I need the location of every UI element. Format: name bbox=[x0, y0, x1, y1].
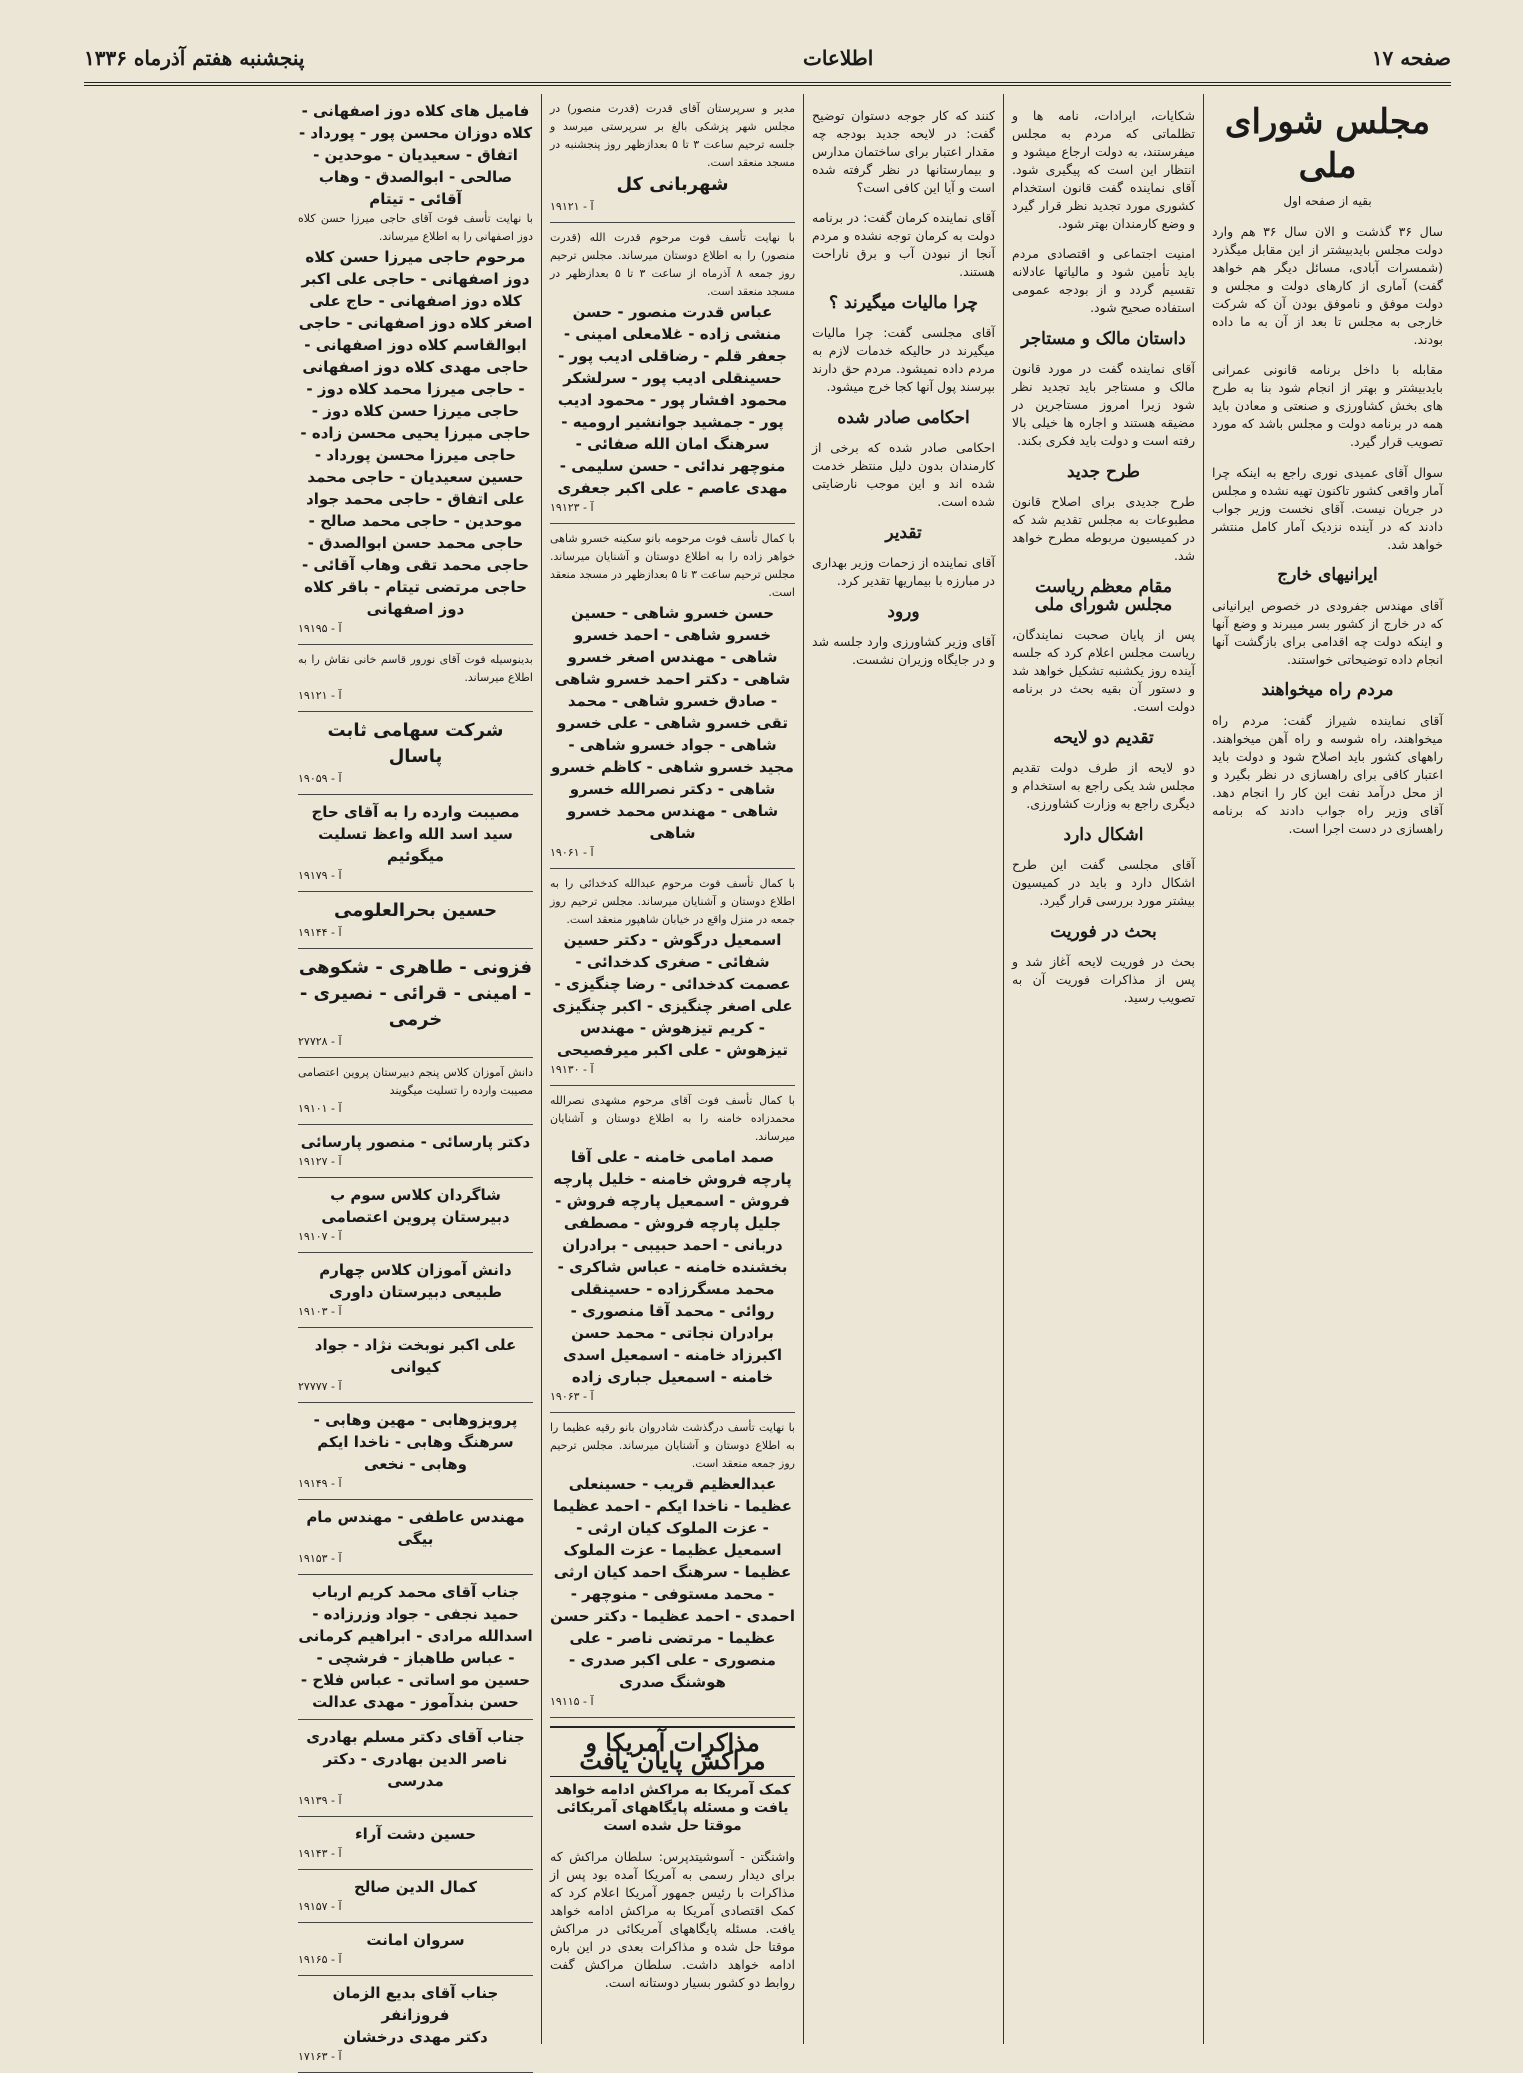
ad-code: آ - ۲۷۷۷۷ bbox=[298, 1380, 342, 1393]
ad-code: آ - ۱۹۱۲۳ bbox=[550, 501, 594, 514]
ad-code: آ - ۱۹۱۳۹ bbox=[298, 1794, 342, 1807]
notice-block bbox=[298, 1328, 533, 1403]
subheading: بحث در فوریت bbox=[1050, 921, 1157, 942]
ad-code: آ - ۱۹۱۰۱ bbox=[298, 1102, 342, 1115]
subhead-continued: بقیه از صفحه اول bbox=[1283, 194, 1372, 208]
notice-names: اسمعیل درگوش - دکتر حسین شفائی - صغری کدخدائی - عصمت کدخدائی - رضا چنگیزی - علی اصغر چنگیزی - اکبر چنگیزی - کریم تیزهوش - مهندس تیزهوش - علی اکبر میرفصیحی bbox=[552, 931, 793, 1059]
article-paragraph: سوال آقای عمیدی نوری راجع به اینکه چرا آمار واقعی کشور تاکنون تهیه نشده و مجلس در جریان نیست. آقای نخست وزیر جواب دادند که در آینده نزدیک آمار کامل منتشر خواهد شد. bbox=[1212, 464, 1443, 552]
subheading: ایرانیهای خارج bbox=[1277, 565, 1378, 585]
article-paragraph: امنیت اجتماعی و اقتصادی مردم باید تأمین شود و مالیاتها عادلانه تقسیم گردد و از بودجه عمومی استفاده صحیح شود. bbox=[1012, 246, 1195, 315]
notice-text: با نهایت تأسف درگذشت شادروان بانو رقیه عظیما را به اطلاع دوستان و آشنایان میرساند. مجلس ترحیم روز جمعه منعقد است. bbox=[550, 1421, 795, 1470]
article-paragraph: بحث در فوریت لایحه آغاز شد و پس از مذاکرات فوریت آن به تصویب رسید. bbox=[1012, 954, 1195, 1005]
notice-names: صمد امامی خامنه - علی آقا پارچه فروش خامنه - خلیل پارچه فروش - اسمعیل پارچه فروش - جلیل پارچه فروش - مصطفی دربانی - احمد حبیبی - برادران بخشنده خامنه - عباس شاکری - محمد مسگرزاده - حسینقلی روائی - محمد آقا منصوری - برادران نجاتی - محمد حسن اکبرزاد خامنه - اسمعیل اسدی خامنه - اسمعیل جباری زاده bbox=[553, 1148, 792, 1386]
ad-code: آ - ۱۹۱۰۷ bbox=[298, 1230, 342, 1243]
ad-code: آ - ۱۹۰۶۳ bbox=[550, 1390, 594, 1403]
notice-text: با کمال تأسف فوت مرحومه بانو سکینه خسرو شاهی خواهر زاده را به اطلاع دوستان و آشنایان میرساند. مجلس ترحیم ساعت ۳ تا ۵ بعدازظهر در مسجد منعقد است. bbox=[550, 532, 796, 599]
ad-code: آ - ۱۹۱۴۳ bbox=[298, 1847, 342, 1860]
article-paragraph: آقای وزیر کشاورزی وارد جلسه شد و در جایگاه وزیران نشست. bbox=[812, 634, 995, 667]
subheading: طرح جدید bbox=[1067, 461, 1140, 482]
subheading: چرا مالیات میگیرند ؟ bbox=[829, 292, 978, 313]
notice-title: دانش آموزان کلاس چهارم طبیعی دبیرستان داوری bbox=[319, 1261, 512, 1301]
notice-title: کمال الدین صالح bbox=[353, 1878, 477, 1896]
notice-text: با کمال تأسف فوت مرحوم عبدالله کدخدائی را به اطلاع دوستان و آشنایان میرساند. مجلس ترحیم روز جمعه در منزل واقع در خیابان شاهپور منعقد است. bbox=[550, 877, 795, 926]
notice-block bbox=[298, 1575, 533, 1720]
notice-block bbox=[298, 1178, 533, 1253]
notice-text: با نهایت تأسف فوت آقای حاجی میرزا حسن کلاه دوز اصفهانی را به اطلاع میرساند. bbox=[298, 212, 533, 243]
column-parliament bbox=[1203, 94, 1451, 2044]
masthead bbox=[84, 40, 1451, 86]
ad-code: آ - ۱۹۱۳۰ bbox=[550, 1063, 594, 1076]
subheading: تقدیم دو لایحه bbox=[1053, 727, 1154, 748]
ad-code: آ - ۱۹۱۴۴ bbox=[298, 926, 342, 939]
notice-title: دکتر پارسائی - منصور پارسائی bbox=[300, 1133, 531, 1151]
notice-block bbox=[298, 1403, 533, 1500]
article-paragraph: آقای نماینده کرمان گفت: در برنامه دولت به کرمان توجه نشده و مردم آنجا از نبودن آب و برق ناراحت هستند. bbox=[812, 210, 995, 279]
subheading: تقدیر bbox=[885, 522, 922, 543]
notice-text: مدیر و سرپرستان آقای قدرت (قدرت منصور) در مجلس شهر پزشکی بالغ بر سرپرستی میرسد و جلسه ترحیم ساعت ۳ تا ۵ بعدازظهر روز پنجشنبه در مسجد منعقد است. bbox=[550, 102, 795, 169]
subheading: اشکال دارد bbox=[1063, 824, 1144, 845]
notice-title: حسین بحرالعلومی bbox=[333, 900, 498, 921]
ad-code: آ - ۱۹۱۹۵ bbox=[298, 622, 342, 635]
notice-block bbox=[298, 949, 533, 1058]
notice-title: شرکت سهامی ثابت پاسال bbox=[327, 720, 504, 767]
ad-code: آ - ۱۹۱۲۷ bbox=[298, 1155, 342, 1168]
notice-title: جناب آقای محمد کریم ارباب bbox=[311, 1583, 520, 1601]
notice-title: حسین دشت آراء bbox=[354, 1825, 477, 1843]
notice-names: حمید نجفی - جواد وزرزاده - اسدالله مرادی - ابراهیم کرمانی - عباس طاهباز - فرشچی - حسین مو اساتی - عباس فلاح - حسن بندآموز - مهدی عدالت bbox=[298, 1605, 533, 1711]
ad-code: آ - ۱۹۱۵۳ bbox=[298, 1552, 342, 1565]
notice-text: با نهایت تأسف فوت مرحوم قدرت الله (قدرت منصور) را به اطلاع دوستان میرساند. مجلس ترحیم روز جمعه ۸ آذرماه از ساعت ۳ تا ۵ بعدازظهر در مسجد منعقد است. bbox=[550, 231, 796, 298]
notice-text: بدینوسیله فوت آقای نورور قاسم خانی نقاش را به اطلاع میرساند. bbox=[298, 653, 533, 684]
notice-block bbox=[298, 1058, 533, 1125]
article-paragraph: آقای نماینده گفت در مورد قانون مالک و مستاجر باید تجدید نظر شود زیرا امروز مستاجرین در مضیقه هستند و اجاره ها خیلی بالا رفته است و دولت باید فکری بکند. bbox=[1012, 361, 1195, 448]
ad-code: آ - ۱۹۱۴۹ bbox=[298, 1477, 342, 1490]
ad-code: آ - ۱۹۱۲۱ bbox=[298, 689, 342, 702]
notice-names: پرویزوهابی - مهین وهابی - سرهنگ وهابی - ناخدا ایکم وهابی - نخعی bbox=[313, 1411, 518, 1473]
news-body: واشنگتن - آسوشیتدپرس: سلطان مراکش که برای دیدار رسمی به آمریکا آمده بود پس از مذاکرات با رئیس جمهور آمریکا اعلام کرد که کمک اقتصادی آمریکا به مراکش ادامه خواهد یافت. مسئله پایگاههای آمریکائی در مراکش موقتا حل شده و مذاکرات بعدی در این باره ادامه خواهد داشت. سلطان مراکش گفت روابط دو کشور بسیار دوستانه است. bbox=[550, 1848, 795, 1990]
notice-names: ناصر الدین بهادری - دکتر مدرسی bbox=[323, 1750, 508, 1790]
issue-date: پنجشنبه هفتم آذرماه ۱۳۳۶ bbox=[84, 46, 305, 70]
notice-title: شهربانی کل bbox=[616, 174, 729, 195]
notice-text: با کمال تأسف فوت آقای مرحوم مشهدی نصرالله محمدزاده خامنه را به اطلاع دوستان و آشنایان میرساند. bbox=[550, 1094, 795, 1143]
paper-name: اطلاعات bbox=[802, 46, 874, 70]
ad-code: آ - ۱۹۱۶۵ bbox=[298, 1953, 342, 1966]
column-parliament-cont bbox=[1003, 94, 1203, 2044]
notice-block bbox=[298, 712, 533, 795]
column-parliament-cont2 bbox=[803, 94, 1003, 2044]
subheading: داستان مالک و مستاجر bbox=[1021, 328, 1186, 349]
notice-title: علی اکبر نوبخت نژاد - جواد کیوانی bbox=[314, 1336, 517, 1376]
headline-parliament: مجلس شورای ملی bbox=[1224, 102, 1431, 186]
notice-names: عباس قدرت منصور - حسن منشی زاده - غلامعلی امینی - جعفر قلم - رضاقلی ادیب پور - حسینقلی ادیب پور - سرلشکر محمود افشار پور - محمود ادیب پور - جمشید جوانشیر ارومیه - سرهنگ امان الله صفائی - منوچهر ندائی - حسن سلیمی - مهدی عاصم - علی اکبر جعفری bbox=[557, 303, 788, 497]
article-paragraph: آقای مجلسی گفت: چرا مالیات میگیرند در حالیکه خدمات لازم به مردم داده نمیشود. مردم حق دارند بپرسند پول آنها کجا خرج میشود. bbox=[812, 325, 995, 394]
article-paragraph: آقای نماینده از زحمات وزیر بهداری در مبارزه با بیماریها تقدیر کرد. bbox=[812, 555, 995, 588]
article-paragraph: احکامی صادر شده که برخی از کارمندان بدون دلیل منتظر خدمت شده اند و این موجب نارضایتی شده است. bbox=[812, 440, 995, 509]
notice-block bbox=[550, 223, 795, 524]
column-condolences bbox=[290, 94, 541, 2063]
article-paragraph: کنند که کار جوجه دستوان توضیح گفت: در لایحه جدید بودجه چه مقدار اعتبار برای ساختمان مدارس و بیمارستانها در نظر گرفته شده است و آیا این کافی است؟ bbox=[812, 107, 995, 195]
news-headline: مذاکرات آمریکا و مراکش پایان یافت bbox=[550, 1726, 795, 1777]
notice-title: جناب آقای بدیع الزمان فروزانفر bbox=[332, 1984, 499, 2024]
notice-block bbox=[298, 1500, 533, 1575]
notice-block bbox=[298, 1253, 533, 1328]
notice-names: عبدالعظیم قریب - حسینعلی عظیما - ناخدا ایکم - احمد عظیما - عزت الملوک کیان ارثی - اسمعیل عظیما - عزت الملوک عظیما - سرهنگ احمد کیان ارثی - محمد مستوفی - منوچهر - احمدی - احمد عظیما - دکتر حسن عظیما - مرتضی ناصر - علی منصوری - علی اکبر صدری - هوشنگ صدری bbox=[550, 1475, 795, 1691]
column-notices bbox=[541, 94, 803, 2044]
page-number: صفحه ۱۷ bbox=[1371, 46, 1451, 70]
article-paragraph: طرح جدیدی برای اصلاح قانون مطبوعات به مجلس تقدیم شد که در کمیسیون مربوطه مطرح خواهد شد. bbox=[1012, 494, 1195, 563]
notice-block bbox=[298, 1870, 533, 1923]
notice-block bbox=[298, 1923, 533, 1976]
notice-names: حسن خسرو شاهی - حسین خسرو شاهی - احمد خسرو شاهی - مهندس اصغر خسرو شاهی - دکتر احمد خسرو شاهی - صادق خسرو شاهی - محمد تقی خسرو شاهی - علی خسرو شاهی - جواد خسرو شاهی - مجید خسرو شاهی - کاظم خسرو شاهی - دکتر نصرالله خسرو شاهی - مهندس محمد خسرو شاهی bbox=[551, 604, 794, 842]
article-paragraph: آقای مجلسی گفت این طرح اشکال دارد و باید در کمیسیون بیشتر مورد بررسی قرار گیرد. bbox=[1012, 857, 1195, 908]
notice-names: مرحوم حاجی میرزا حسن کلاه دوز اصفهانی - حاجی علی اکبر کلاه دوز اصفهانی - حاج علی اصغر کلاه دوز اصفهانی - حاجی ابوالقاسم کلاه دوز اصفهانی - حاجی مهدی کلاه دوز اصفهانی - حاجی میرزا محمد کلاه دوز - حاجی میرزا حسن کلاه دوز - حاجی میرزا یحیی محسن زاده - حاجی میرزا محسن پورداد - حسین سعیدیان - حاجی محمد علی اتفاق - حاجی محمد جواد موحدین - حاجی محمد صالح - حاجی محمد حسن ابوالصدق - حاجی محمد تقی وهاب آقائی - حاجی مرتضی تیتام - باقر کلاه دوز اصفهانی bbox=[298, 248, 533, 618]
notice-block bbox=[550, 1413, 795, 1718]
article-paragraph: مقابله با داخل برنامه قانونی عمرانی بایدبیشتر و بهتر از انجام شود بنا به طرح های بخش کشاورزی و صنعتی و معادن باید همه در برنامه دولت و مجلس باشد که مورد تصویب قرار گیرد. bbox=[1212, 362, 1443, 449]
columns bbox=[84, 94, 1451, 2063]
notice-block bbox=[550, 869, 795, 1086]
subheading: مردم راه میخواهند bbox=[1261, 680, 1394, 700]
article-paragraph: آقای مهندس جفرودی در خصوص ایرانیانی که در خارج از کشور بسر میبرند و وضع آنها و اینکه دولت چه اقدامی برای بازگشت آنها انجام داده توضیحاتی خواستند. bbox=[1212, 597, 1443, 667]
notice-block bbox=[298, 1125, 533, 1178]
ad-code: آ - ۱۹۱۰۳ bbox=[298, 1305, 342, 1318]
notice-title: مهندس عاطفی - مهندس مام بیگی bbox=[306, 1508, 525, 1548]
article-paragraph: پس از پایان صحبت نمایندگان، ریاست مجلس اعلام کرد که جلسه آینده روز یکشنبه تشکیل خواهد شد و دستور آن بقیه بحث در برنامه دولت است. bbox=[1012, 627, 1195, 714]
notice-title: شاگردان کلاس سوم ب دبیرستان پروین اعتصامی bbox=[321, 1186, 510, 1226]
ad-code: آ - ۱۷۱۶۳ bbox=[298, 2050, 342, 2063]
ad-code: آ - ۱۹۱۷۹ bbox=[298, 869, 342, 882]
ad-code: آ - ۱۹۰۵۹ bbox=[298, 772, 342, 785]
ad-code: آ - ۱۹۱۵۷ bbox=[298, 1900, 342, 1913]
notice-title: سروان امانت bbox=[366, 1931, 465, 1949]
ad-code: آ - ۱۹۱۲۱ bbox=[550, 200, 594, 213]
news-subheadline: کمک آمریکا به مراکش ادامه خواهد یافت و مسئله پایگاههای آمریکائی موقتا حل شده است bbox=[554, 1782, 791, 1834]
subheading: مقام معظم ریاست مجلس شورای ملی bbox=[1034, 576, 1173, 615]
notice-block bbox=[550, 94, 795, 223]
notice-title: جناب آقای دکتر مسلم بهادری bbox=[306, 1728, 525, 1746]
notice-block bbox=[298, 1720, 533, 1817]
ad-code: آ - ۱۹۰۶۱ bbox=[550, 846, 594, 859]
notice-text: دانش آموزان کلاس پنجم دبیرستان پروین اعتصامی مصیبت وارده را تسلیت میگویند bbox=[298, 1066, 533, 1097]
article-paragraph: سال ۳۶ گذشت و الان سال ۳۶ هم وارد دولت مجلس بایدبیشتر از این مقابل میگذرد (شمسرات آبادی، مسائل دیگر هم خواهد گفت) آماری از کارهای دولت و مجلس و دولت موفق و ناموفق بودن آن که شرکت خارجی به مجلس تا بعد از آن به ما داده بودند. bbox=[1212, 223, 1443, 347]
notice-block bbox=[298, 94, 533, 645]
notice-block bbox=[298, 795, 533, 892]
notice-block bbox=[550, 524, 795, 869]
notice-block bbox=[298, 645, 533, 712]
ad-code: آ - ۲۷۷۲۸ bbox=[298, 1035, 342, 1048]
subheading: احکامی صادر شده bbox=[837, 407, 970, 428]
notice-block bbox=[550, 1086, 795, 1413]
notice-block bbox=[298, 892, 533, 949]
notice-block bbox=[298, 1976, 533, 2073]
article-paragraph: شکایات، ایرادات، نامه ها و تظلماتی که مردم به مجلس میفرستند، به دولت ارجاع میشود و انتظار این است که پیگیری شود. آقای نماینده گفت قانون استخدام کشوری مورد تجدید نظر قرار گیرد و وضع کارمندان بهتر شود. bbox=[1012, 107, 1195, 231]
notice-names: دکتر مهدی درخشان bbox=[343, 2028, 488, 2046]
ad-code: آ - ۱۹۱۱۵ bbox=[550, 1695, 594, 1708]
notice-title: مصیبت وارده را به آقای حاج سید اسد الله واعظ تسلیت میگوئیم bbox=[311, 803, 520, 865]
notice-names: فزونی - طاهری - شکوهی - امینی - قرائی - نصیری - خرمی bbox=[298, 957, 533, 1030]
subheading: ورود bbox=[887, 601, 920, 622]
article-paragraph: دو لایحه از طرف دولت تقدیم مجلس شد یکی راجع به استخدام و دیگری راجع به وزارت کشاورزی. bbox=[1012, 760, 1195, 811]
notice-block bbox=[298, 1817, 533, 1870]
article-paragraph: آقای نماینده شیراز گفت: مردم راه میخواهند، راه شوسه و راه آهن میخواهند. راههای کشور باید اصلاح شود و دولت باید اعتبار کافی برای راهسازی در نظر بگیرد و از محل درآمد نفت این کار را انجام دهد. آقای وزیر راه جواب دادند که برنامه راهسازی در دست اجرا است. bbox=[1212, 712, 1443, 836]
notice-names: فامیل های کلاه دوز اصفهانی - کلاه دوزان محسن پور - پورداد - اتفاق - سعیدیان - موحدین - صالحی - ابوالصدق - وهاب آقائی - تیتام bbox=[298, 102, 533, 208]
